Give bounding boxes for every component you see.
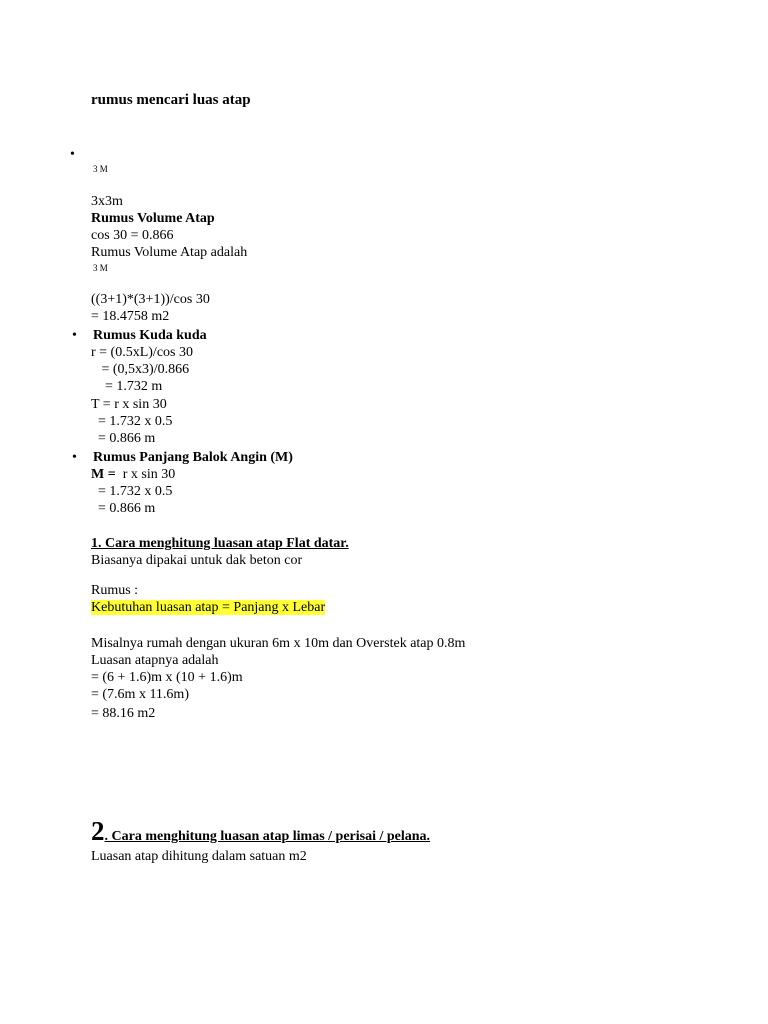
section2-note: Luasan atap dihitung dalam satuan m2 [91, 849, 307, 864]
figure-label-bottom: 3 M [93, 263, 108, 273]
balok-heading: Rumus Panjang Balok Angin (M) [93, 450, 293, 465]
figure-label-top: 3 M [93, 164, 108, 174]
volume-heading: Rumus Volume Atap [91, 211, 215, 226]
formula-highlight [91, 599, 325, 616]
kuda-line: r = (0.5xL)/cos 30 [91, 345, 193, 360]
example-line: = (6 + 1.6)m x (10 + 1.6)m [91, 670, 243, 685]
volume-formula: ((3+1)*(3+1))/cos 30 [91, 292, 210, 307]
section2-heading: . Cara menghitung luasan atap limas / perisai / pelana. [104, 829, 431, 844]
kuda-line: = (0,5x3)/0.866 [91, 362, 190, 377]
kuda-line: = 1.732 x 0.5 [91, 414, 173, 429]
section1-note: Biasanya dipakai untuk dak beton cor [91, 553, 303, 568]
kuda-line: T = r x sin 30 [91, 397, 167, 412]
cos-line: cos 30 = 0.866 [91, 228, 174, 243]
bullet-icon: • [70, 147, 75, 162]
section2-number: 2 [91, 816, 105, 846]
kuda-heading: Rumus Kuda kuda [93, 328, 207, 343]
kuda-line: = 1.732 m [91, 379, 163, 394]
balok-line: = 0.866 m [91, 501, 156, 516]
highlight-text: Kebutuhan luasan atap = Panjang x Lebar [91, 600, 326, 615]
kuda-line: = 0.866 m [91, 431, 156, 446]
dimension-text: 3x3m [91, 194, 123, 209]
page-title: rumus mencari luas atap [91, 92, 251, 108]
section2-heading-line [91, 816, 430, 852]
example-line: Luasan atapnya adalah [91, 653, 219, 668]
section1-heading: 1. Cara menghitung luasan atap Flat datar. [91, 536, 349, 551]
example-line: = (7.6m x 11.6m) [91, 687, 189, 702]
balok-line: = 1.732 x 0.5 [91, 484, 173, 499]
example-line: = 88.16 m2 [91, 706, 156, 721]
bullet-icon: • [72, 328, 77, 343]
volume-text: Rumus Volume Atap adalah [91, 245, 248, 260]
volume-result: = 18.4758 m2 [91, 309, 170, 324]
balok-m-line [91, 466, 175, 483]
bullet-icon: • [72, 450, 77, 465]
balok-m-label: M = [91, 467, 120, 482]
example-line: Misalnya rumah dengan ukuran 6m x 10m dan Overstek atap 0.8m [91, 636, 466, 651]
rumus-label: Rumus : [91, 583, 139, 598]
balok-m-value: r x sin 30 [119, 467, 176, 482]
